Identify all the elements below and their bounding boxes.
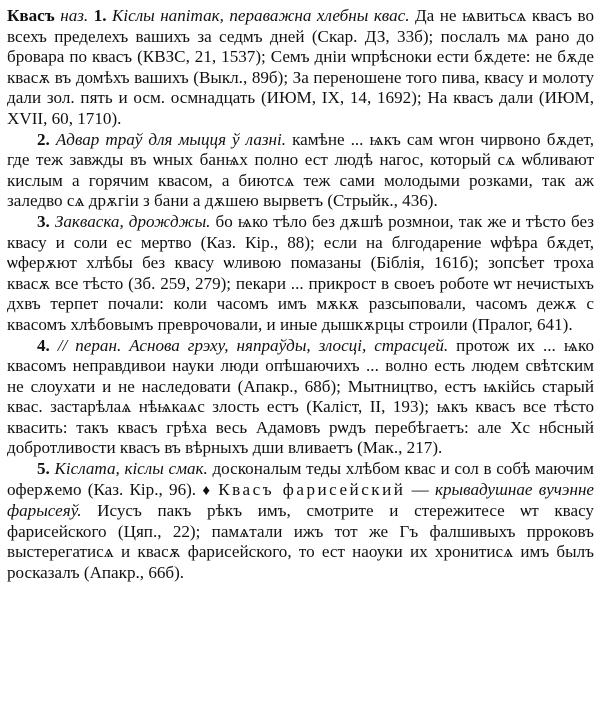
- sense-3: [7, 212, 594, 336]
- phrase-dash: —: [411, 479, 429, 499]
- sense-number: 3.: [37, 211, 50, 231]
- phrase-citations: Исусъ пакъ рѣкъ имъ, смотрите и стережитесе ѡт квасу фарисейского (Цяп., 22); памѧтали ижъ тот же Гъ фалшивыхъ прроковъ выстерегатисѧ и квасѫ фарисейского, то ест наоуки их хронитисѧ имъ былъ росказалъ (Апакр., 66б).: [7, 501, 594, 583]
- sense-5: [7, 459, 594, 584]
- sense-gloss: Адвар трaў для мыцця ў лазні.: [55, 129, 287, 149]
- sense-citations: протож их ... ѩко квасомъ неправдивои науки люди опѣшаючихъ ... волно есть людем свѣтским не слоухати и не наследовати (Апакр., 68б); Мытництво, естъ ѩкiйсь старый квас. застарѣлаѧ нѣѩкаѧс злость естъ (Каліст, II, 193); ѩкъ квасъ все тѣсто квасить: такъ квасъ грѣха весь Адамовъ рѡдъ перебѣгаетъ: але Хс нбсный добротливости квасъ въ вѣрныхъ дши вливаетъ (Мак., 217).: [7, 335, 594, 458]
- sense-gloss: // перан. Аснова грэху, няпраўды, злосці, страсцей.: [57, 335, 449, 355]
- sense-number: 2.: [37, 129, 50, 149]
- diamond-separator-icon: ♦: [202, 482, 213, 499]
- part-of-speech: наз.: [60, 6, 89, 25]
- sense-citations: бо ѩко тѣло без дѫшѣ розмнои, так же и тѣсто без квасу и соли ес мертво (Каз. Кір., 88); если на блгодарение ѡфѣра бѫдет, ѡферѫют хлѣбы без квасу ѡливою помазаны (Біблія, 161б); зопсѣет троха квасѫ все тѣсто (Зб. 259, 279); пекари ... прикрост в своеъ роботе ѡт нечистыхъ дхвъ терпет почали: коли часомъ имъ мѫкѫ разсыповали, часомъ дежѫ с квасомъ хлѣбовымъ преврочовали, и иные дышкѫрцы строили (Пралог, 641).: [7, 211, 594, 334]
- sense-number: 1.: [93, 6, 107, 25]
- sense-gloss: Закваска, дрожджы.: [54, 211, 211, 231]
- sense-gloss: Кіслы напітак, пераважна хлебны квас.: [112, 6, 410, 25]
- sense-number: 5.: [37, 459, 50, 479]
- phrase-headword: Квасъ фарисейский: [218, 479, 406, 499]
- sense-citations: досконалым теды хлѣбом квас и сол в собѣ маючим оферѫемо (Каз. Кір., 96).: [7, 459, 594, 499]
- sense-1: [7, 6, 594, 130]
- headword: Квасъ: [7, 6, 55, 25]
- phrase-gloss: крывадушнае вучэнне фарысеяў.: [7, 479, 595, 521]
- sense-number: 4.: [37, 335, 50, 355]
- sense-citations: Да не ѩвитьсѧ квасъ во всехъ пределехъ вашихъ за седмъ дней (Скар. ДЗ, 33б); послалъ мѧ рано до бровара по квасъ (КВЗС, 21, 1537); Семъ днiи ѡпрѣсноки ести бѫдете: не бѫде квасѫ въ домѣхъ вашихъ (Выкл., 89б); За переношене того пива, квасу и молоту дали зол. пять и осм. осмнадцать (ИЮМ, IX, 14, 1692); На квасъ дали (ИЮМ, XVII, 60, 1710).: [7, 6, 594, 128]
- sense-4: [7, 336, 594, 460]
- sense-2: [7, 130, 594, 212]
- sense-gloss: Кіслата, кіслы смак.: [54, 459, 208, 479]
- sense-citations: камѣне ... ѩкъ сам ѡгон чирвоно бѫдет, где теж завжды въ ѡных банѩх полно ест людѣ нагос, который сѧ ѡбливают кислым а горячим квасом, а биютсѧ теж сами молодыми розками, так аж заледво сѧ дрѫгiи з бани а дѫшею вырветъ (Стрыйк., 436).: [7, 129, 594, 211]
